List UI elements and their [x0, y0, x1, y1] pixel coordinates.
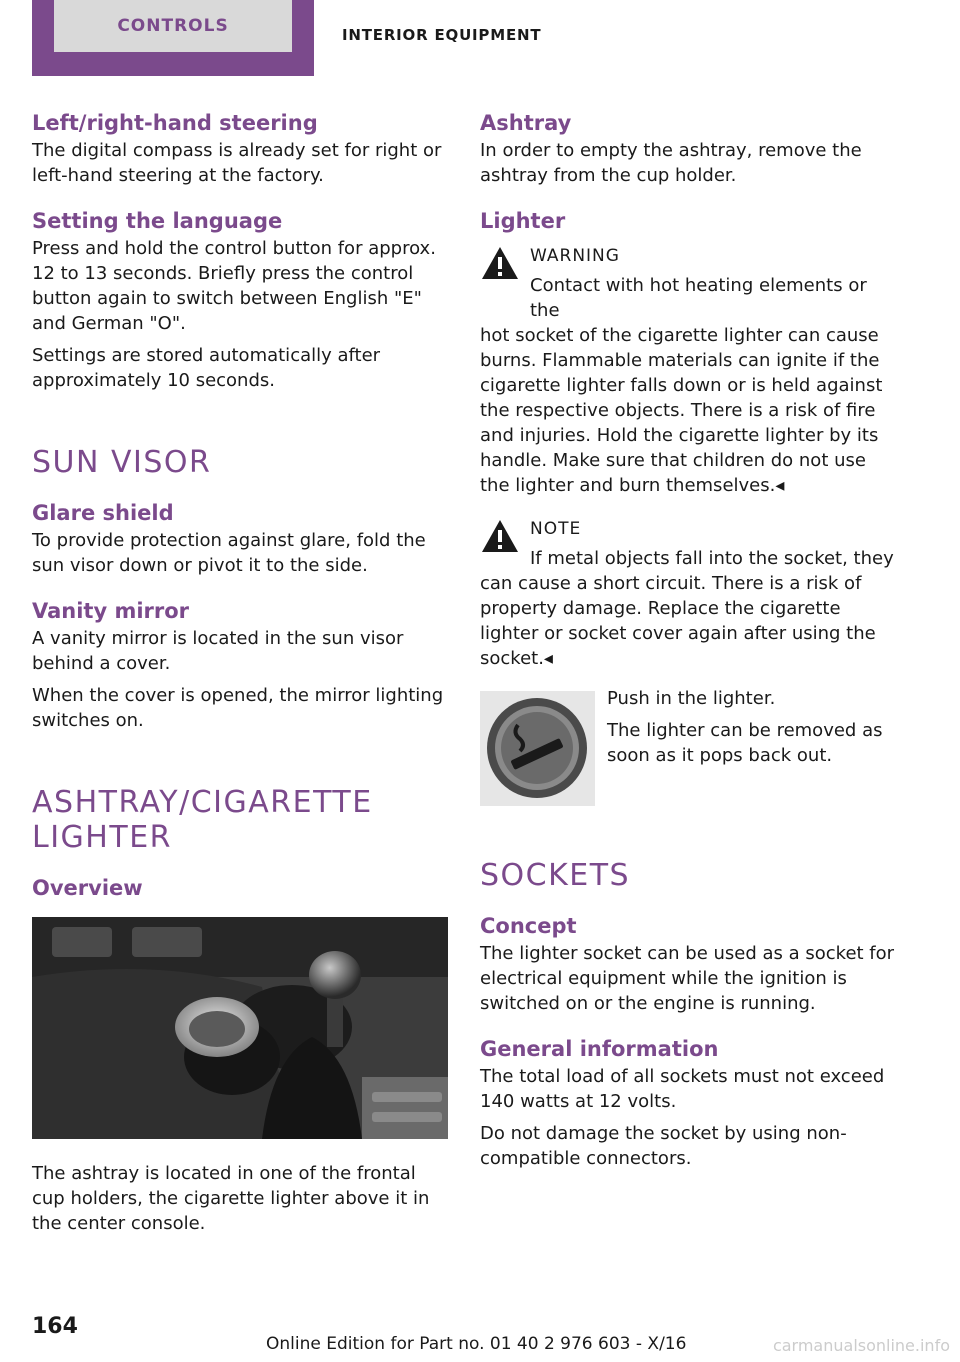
general-information-body-1: The total load of all sockets must not exceed 140 watts at 12 volts.	[480, 1066, 885, 1112]
push-lighter-text: Push in the lighter.	[607, 688, 776, 709]
warning-text: hot socket of the cigarette lighter can cause burns. Flammable materials can ignite if the cigarette lighter falls down or is held against the respective objects. There is a risk of fire and injuries. Hold the cigarette lighter by its handle. Make sure that children do not use the lighter and burn themselves.◂	[480, 325, 883, 496]
note-icon	[480, 518, 520, 554]
warning-icon	[480, 245, 520, 281]
note-text: can cause a short circuit. There is a risk of property damage. Replace the cigarette lighter or socket cover again after using the socket.◂	[480, 573, 876, 669]
note-label: NOTE	[530, 519, 582, 539]
warning-first-line: Contact with hot heating elements or the	[530, 275, 867, 321]
ashtray-chapter-title: ASHTRAY/CIGARETTE LIGHTER	[32, 785, 373, 855]
language-body-2: Settings are stored automatically after approximately 10 seconds.	[32, 345, 381, 391]
overview-caption: The ashtray is located in one of the frontal cup holders, the cigarette lighter above it in the center console.	[32, 1163, 430, 1234]
section-title: INTERIOR EQUIPMENT	[342, 26, 542, 44]
note-first-line: If metal objects fall into the socket, they	[530, 548, 894, 569]
glare-shield-heading: Glare shield	[32, 501, 174, 525]
overview-heading: Overview	[32, 876, 143, 900]
language-heading: Setting the language	[32, 209, 283, 233]
note-block	[480, 516, 898, 671]
concept-body: The lighter socket can be used as a socket for electrical equipment while the ignition is switched on or the engine is running.	[480, 943, 895, 1014]
lighter-heading: Lighter	[480, 209, 566, 233]
warning-block	[480, 243, 898, 498]
glare-shield-body: To provide protection against glare, fold the sun visor down or pivot it to the side.	[32, 530, 426, 576]
controls-tab	[32, 0, 314, 76]
cigarette-lighter-icon	[480, 691, 595, 806]
language-body-1: Press and hold the control button for approx. 12 to 13 seconds. Briefly press the control button again to switch between English "E" and German "O".	[32, 238, 436, 334]
page-number: 164	[32, 1314, 78, 1339]
controls-tab-label: CONTROLS	[54, 0, 292, 52]
vanity-mirror-body-1: A vanity mirror is located in the sun visor behind a cover.	[32, 628, 404, 674]
vanity-mirror-heading: Vanity mirror	[32, 599, 190, 623]
watermark: carmanualsonline.info	[772, 1336, 950, 1355]
warning-label: WARNING	[530, 246, 620, 266]
right-column	[480, 108, 898, 1171]
ashtray-body: In order to empty the ashtray, remove the ashtray from the cup holder.	[480, 140, 862, 186]
remove-lighter-text: The lighter can be removed as soon as it pops back out.	[607, 720, 883, 766]
lighter-instructions	[480, 688, 898, 806]
concept-heading: Concept	[480, 914, 577, 938]
ashtray-heading: Ashtray	[480, 111, 572, 135]
sockets-title: SOCKETS	[480, 858, 631, 893]
sun-visor-title: SUN VISOR	[32, 445, 212, 480]
steering-heading: Left/right-hand steering	[32, 111, 318, 135]
vanity-mirror-body-2: When the cover is opened, the mirror lighting switches on.	[32, 685, 444, 731]
general-information-body-2: Do not damage the socket by using non-compatible connectors.	[480, 1123, 847, 1169]
steering-body: The digital compass is already set for right or left-hand steering at the factory.	[32, 140, 442, 186]
general-information-heading: General information	[480, 1037, 719, 1061]
left-column	[32, 108, 448, 1236]
edition-footer: Online Edition for Part no. 01 40 2 976 603 - X/16	[266, 1334, 687, 1354]
center-console-photo	[32, 917, 448, 1139]
